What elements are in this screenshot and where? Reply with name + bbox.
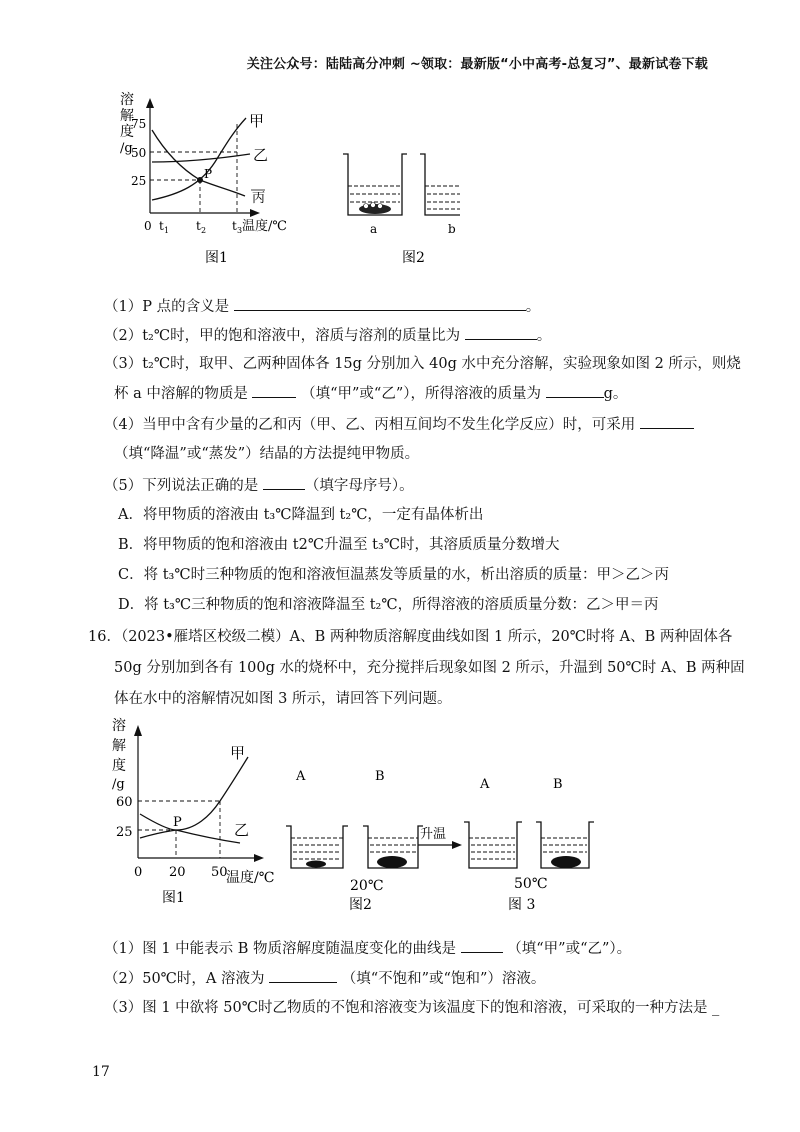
ylabel-char: 度 (112, 758, 126, 774)
x-axis-arrow-icon (254, 854, 264, 862)
q15-option-a: A．将甲物质的溶液由 t₃℃降温到 t₂℃，一定有晶体析出 (118, 507, 484, 523)
xtick: 0 (134, 865, 143, 880)
page-number: 17 (92, 1064, 110, 1080)
q16-stem-line3: 体在水中的溶解情况如图 3 所示，请回答下列问题。 (114, 691, 452, 707)
page-header: 关注公众号：陆陆高分冲刺 ~领取：最新版“小中高考-总复习”、最新试卷下载 (246, 57, 708, 72)
beaker-A-20c (286, 826, 348, 868)
ytick: 25 (131, 174, 147, 188)
q16-figures (100, 712, 620, 912)
q15-question-3a: （3）t₂℃时，取甲、乙两种固体各 15g 分别加入 40g 水中充分溶解，实验现象如图 2 所示，则烧 (104, 356, 741, 372)
ylabel-char: 溶 (120, 92, 134, 108)
q16-fig2-caption: 图2 (349, 897, 372, 912)
curve-yi (152, 154, 250, 162)
answer-blank[interactable] (269, 968, 337, 983)
q16-fig3 (464, 777, 594, 912)
ylabel-char: 溶 (112, 718, 126, 734)
xtick-sub: 2 (201, 226, 207, 235)
xtick: 20 (169, 865, 186, 880)
q16-question-1: （1）图 1 中能表示 B 物质溶解度随温度变化的曲线是 （填“甲”或“乙”）。 (104, 938, 631, 959)
beaker-a (343, 154, 407, 236)
q16-fig1-caption: 图1 (162, 890, 185, 906)
ylabel-char: /g (120, 141, 133, 156)
curve-yi (140, 830, 240, 843)
q15-question-1: （1）P 点的含义是 。 (104, 296, 540, 317)
point-p (197, 177, 203, 183)
ylabel-char: 解 (120, 108, 134, 124)
ytick: 60 (116, 795, 133, 810)
q15-option-c: C．将 t₃℃时三种物质的饱和溶液恒温蒸发等质量的水，析出溶质的质量：甲＞乙＞丙 (118, 567, 670, 583)
y-axis-arrow-icon (134, 725, 142, 736)
q16-question-3: （3）图 1 中欲将 50℃时乙物质的不饱和溶液变为该温度下的饱和溶液，可采取的一种方法是 _ (104, 1000, 720, 1016)
beaker-label: B (375, 769, 385, 784)
q15-option-d: D．将 t₃℃三种物质的饱和溶液降温至 t₂℃，所得溶液的溶质质量分数：乙＞甲＝丙 (118, 597, 659, 613)
q15-fig1 (120, 91, 287, 266)
curve-label-jia: 甲 (230, 744, 246, 762)
q16-fig1 (112, 717, 274, 906)
answer-blank[interactable] (465, 325, 537, 340)
xtick: 0 (144, 219, 152, 233)
beaker-B-20c (363, 826, 423, 868)
ytick: 75 (131, 117, 147, 131)
q16-fig2-temp: 20℃ (350, 878, 384, 894)
xtick: 50 (211, 865, 228, 880)
q16-stem-line1: 16．（2023•雁塔区校级二模）A、B 两种物质溶解度曲线如图 1 所示，20℃时将 A、B 两种固体各 (88, 629, 733, 645)
point-label: P (204, 167, 213, 181)
xlabel: 温度/℃ (226, 870, 275, 886)
undissolved-solid (377, 856, 407, 868)
q15-question-4a: （4）当甲中含有少量的乙和丙（甲、乙、丙相互间均不发生化学反应）时，可采用 (104, 414, 694, 435)
point-label: P (173, 815, 182, 830)
arrow-head-icon (452, 841, 462, 849)
undissolved-solid (551, 856, 581, 868)
beaker-label: b (448, 222, 456, 236)
answer-blank[interactable] (640, 414, 694, 429)
beaker-label: A (480, 777, 490, 792)
curve-jia (140, 757, 248, 830)
q15-fig2 (343, 154, 460, 266)
xtick: t (196, 219, 201, 233)
q15-fig2-caption: 图2 (402, 250, 425, 266)
answer-blank[interactable] (461, 938, 503, 953)
answer-blank[interactable] (546, 383, 604, 398)
beaker-label: a (370, 222, 378, 236)
arrow-label: 升温 (420, 827, 447, 842)
y-axis-arrow-icon (146, 98, 154, 108)
xlabel: 温度/℃ (242, 219, 287, 234)
ylabel-char: /g (112, 777, 125, 792)
curve-label-yi: 乙 (234, 821, 250, 839)
q15-option-b: B．将甲物质的饱和溶液由 t2℃升温至 t₃℃时，其溶质质量分数增大 (118, 537, 560, 553)
curve-label-bing: 丙 (252, 191, 266, 206)
xtick: t (232, 219, 237, 233)
xtick: t (159, 219, 164, 233)
ylabel-char: 度 (120, 124, 134, 140)
beaker-B-50c (536, 822, 594, 868)
q16-question-2: （2）50℃时，A 溶液为 （填“不饱和”或“饱和”）溶液。 (104, 968, 545, 989)
curve-bing (152, 130, 245, 196)
q15-figures (100, 90, 460, 270)
ylabel-char: 解 (112, 738, 126, 754)
xtick-sub: 1 (164, 226, 170, 235)
curve-label-yi: 乙 (253, 146, 269, 164)
ytick: 25 (116, 825, 133, 840)
curve-jia (152, 118, 246, 200)
q15-question-2: （2）t₂℃时，甲的饱和溶液中，溶质与溶剂的质量比为 。 (104, 325, 551, 346)
beaker-A-50c (464, 822, 522, 868)
beaker-label: B (553, 777, 563, 792)
answer-blank[interactable] (263, 475, 305, 490)
q15-question-3b: 杯 a 中溶解的物质是 （填“甲”或“乙”），所得溶液的质量为 g。 (114, 383, 627, 404)
q16-stem-line2: 50g 分别加到各有 100g 水的烧杯中，充分搅拌后现象如图 2 所示，升温到 50℃时 A、B 两种固 (114, 660, 745, 676)
heating-arrow (418, 827, 462, 849)
curve-label-jia: 甲 (249, 112, 265, 130)
ytick: 50 (131, 146, 147, 160)
undissolved-solid (306, 861, 326, 868)
xtick-sub: 3 (237, 226, 243, 235)
q16-fig3-caption: 图 3 (508, 897, 536, 912)
q16-fig2 (286, 769, 423, 912)
q16-fig3-temp: 50℃ (514, 876, 548, 892)
beaker-b (420, 154, 460, 236)
answer-blank[interactable] (252, 383, 296, 398)
q15-fig1-caption: 图1 (205, 250, 228, 266)
answer-blank[interactable] (234, 296, 526, 311)
beaker-label: A (296, 769, 306, 784)
q15-question-5: （5）下列说法正确的是 （填字母序号）。 (104, 475, 414, 496)
x-axis-arrow-icon (250, 209, 260, 217)
q15-question-4b: （填“降温”或“蒸发”）结晶的方法提纯甲物质。 (114, 446, 420, 462)
